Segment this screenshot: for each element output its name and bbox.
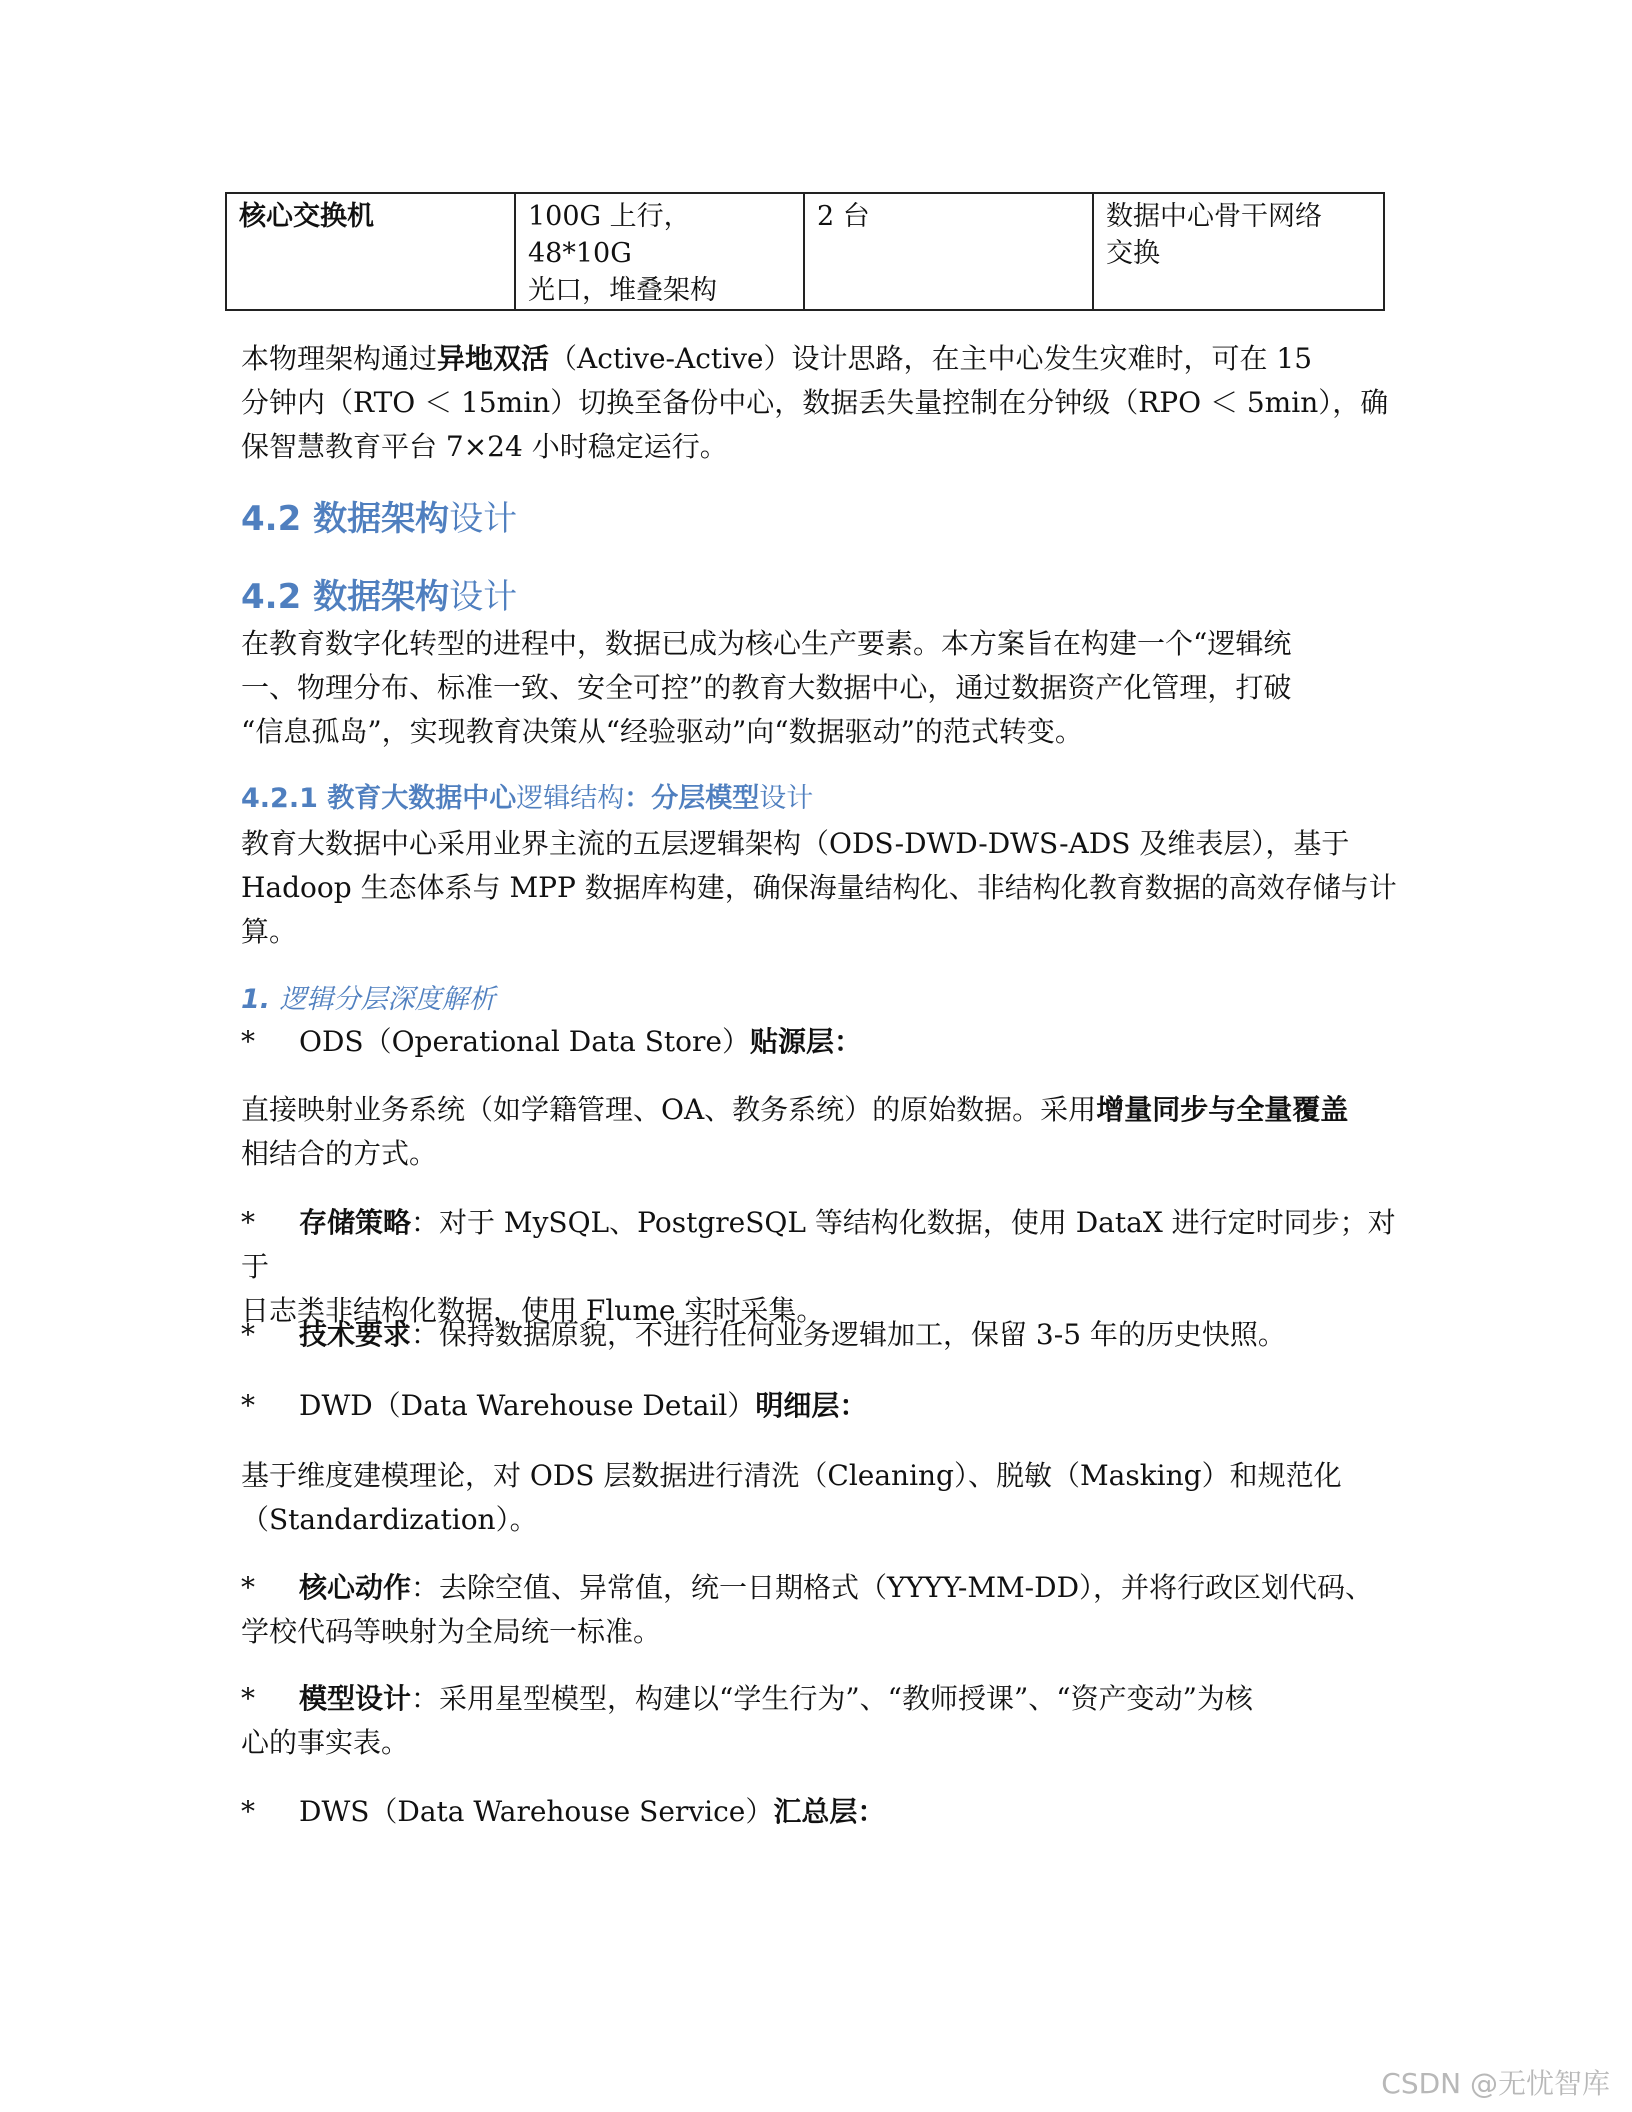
section-heading-4-2: 4.2 数据架构设计 [241,499,518,539]
table-row [226,193,1384,310]
bullet-ods: * ODS（Operational Data Store）贴源层： [241,1020,1406,1064]
bullet-star: * [241,1025,255,1058]
bullet-star: * [241,1318,255,1351]
bullet-core-actions: * 核心动作：去除空值、异常值，统一日期格式（YYYY-MM-DD），并将行政区划代码、 学校代码等映射为全局统一标准。 [241,1566,1406,1654]
device-qty-cell: 2 台 [804,193,1093,310]
csdn-watermark: CSDN @无忧智库 [1381,2067,1610,2100]
intro-paragraph: 在教育数字化转型的进程中，数据已成为核心生产要素。本方案旨在构建一个“逻辑统 一、物理分布、标准一致、安全可控”的教育大数据中心，通过数据资产化管理，打破 “信息孤岛”，实现教育决策从“经验驱动”向“数据驱动”的范式转变。 [241,627,1292,748]
bullet-star: * [241,1795,255,1828]
dwd-paragraph: 基于维度建模理论，对 ODS 层数据进行清洗（Cleaning）、脱敏（Masking）和规范化 （Standardization）。 [241,1459,1342,1536]
equipment-table [225,192,1385,311]
bullet-star: * [241,1571,255,1604]
device-name-cell: 核心交换机 [226,193,515,310]
subsection-heading-4-2-1: 4.2.1 教育大数据中心逻辑结构：分层模型设计 [241,783,814,814]
ods-paragraph: 直接映射业务系统（如学籍管理、OA、教务系统）的原始数据。采用增量同步与全量覆盖 相结合的方式。 [241,1093,1349,1170]
bullet-tech-requirements: * 技术要求：保持数据原貌，不进行任何业务逻辑加工，保留 3-5 年的历史快照。 [241,1313,1406,1357]
bullet-star: * [241,1682,255,1715]
bullet-model-design: * 模型设计：采用星型模型，构建以“学生行为”、“教师授课”、“资产变动”为核 心的事实表。 [241,1677,1406,1765]
device-purpose-cell: 数据中心骨干网络 交换 [1093,193,1384,310]
layer-architecture-paragraph: 教育大数据中心采用业界主流的五层逻辑架构（ODS-DWD-DWS-ADS 及维表层），基于 Hadoop 生态体系与 MPP 数据库构建，确保海量结构化、非结构化教育数据的高效存储与计 算。 [241,827,1397,948]
heading-layer-analysis: 1. 逻辑分层深度解析 [241,984,496,1015]
bullet-star: * [241,1389,255,1422]
bullet-dws: * DWS（Data Warehouse Service）汇总层： [241,1790,1406,1834]
active-active-paragraph: 本物理架构通过异地双活（Active-Active）设计思路，在主中心发生灾难时，可在 15 分钟内（RTO ＜ 15min）切换至备份中心，数据丢失量控制在分钟级（RPO ＜ 5min），确 保智慧教育平台 7×24 小时稳定运行。 [241,342,1389,463]
section-heading-4-2-repeat: 4.2 数据架构设计 [241,577,518,617]
bullet-star: * [241,1206,255,1239]
device-spec-cell: 100G 上行，48*10G 光口，堆叠架构 [515,193,804,310]
bullet-dwd: * DWD（Data Warehouse Detail）明细层： [241,1384,1406,1428]
bullet-storage-strategy: * 存储策略：对于 MySQL、PostgreSQL 等结构化数据，使用 DataX 进行定时同步；对于 日志类非结构化数据，使用 Flume 实时采集。 [241,1201,1406,1333]
